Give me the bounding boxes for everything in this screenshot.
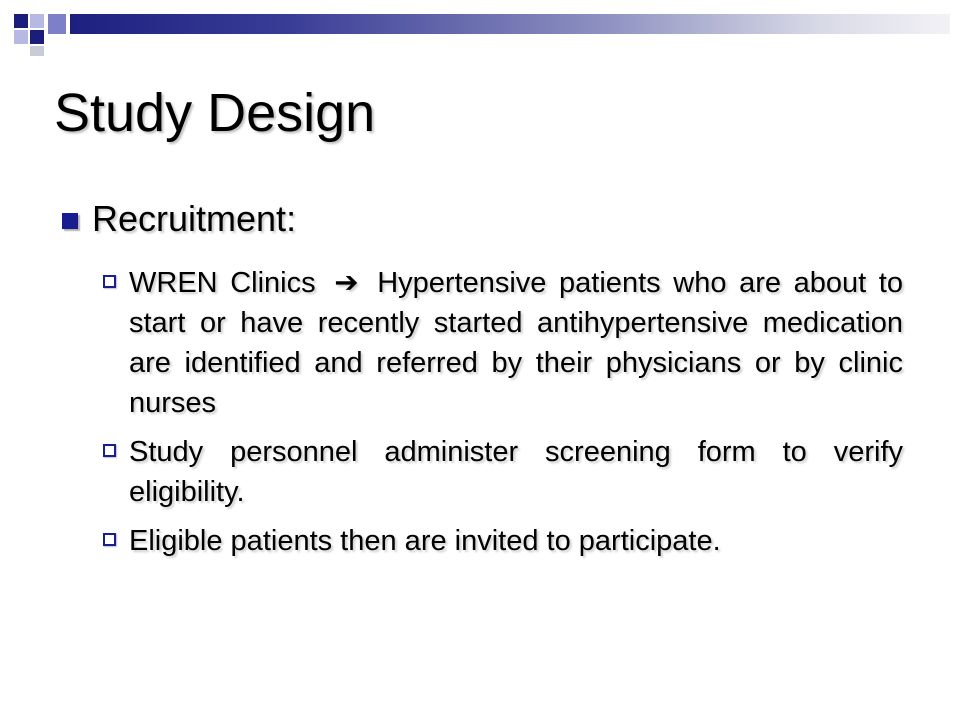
corner-square-grey (30, 46, 44, 56)
slide-title: Study Design (54, 83, 376, 143)
bullet-recruitment-text: Recruitment: (92, 198, 297, 239)
corner-square-navy-2 (30, 30, 44, 44)
sub-bullet-screening (103, 432, 903, 512)
corner-square-lavender-2 (14, 30, 28, 44)
sub-bullet-screening-text: Study personnel administer screening form to verify eligibility. (129, 436, 903, 508)
sub-bullet-list (103, 263, 903, 570)
hollow-square-bullet-icon (103, 533, 116, 546)
corner-square-lavender (30, 14, 44, 28)
sub-bullet-eligible-text: Eligible patients then are invited to participate. (129, 525, 721, 557)
sub-bullet-eligible (103, 521, 903, 561)
hollow-square-bullet-icon (103, 275, 116, 288)
sub-bullet-wren-clinics (103, 263, 903, 423)
square-bullet-icon (62, 213, 78, 229)
sub-bullet-lead: WREN Clinics (129, 267, 316, 299)
right-arrow-icon: ➔ (334, 267, 359, 299)
sub-bullet-rest: Hypertensive patients who are about to start or have recently started antihypertensive medication are identified and referred by their physicians or by clinic nurses (129, 267, 903, 419)
bullet-recruitment (62, 198, 296, 240)
corner-square-medium (48, 14, 66, 34)
header-gradient-bar (70, 14, 950, 34)
corner-square-navy (14, 14, 28, 28)
hollow-square-bullet-icon (103, 444, 116, 457)
